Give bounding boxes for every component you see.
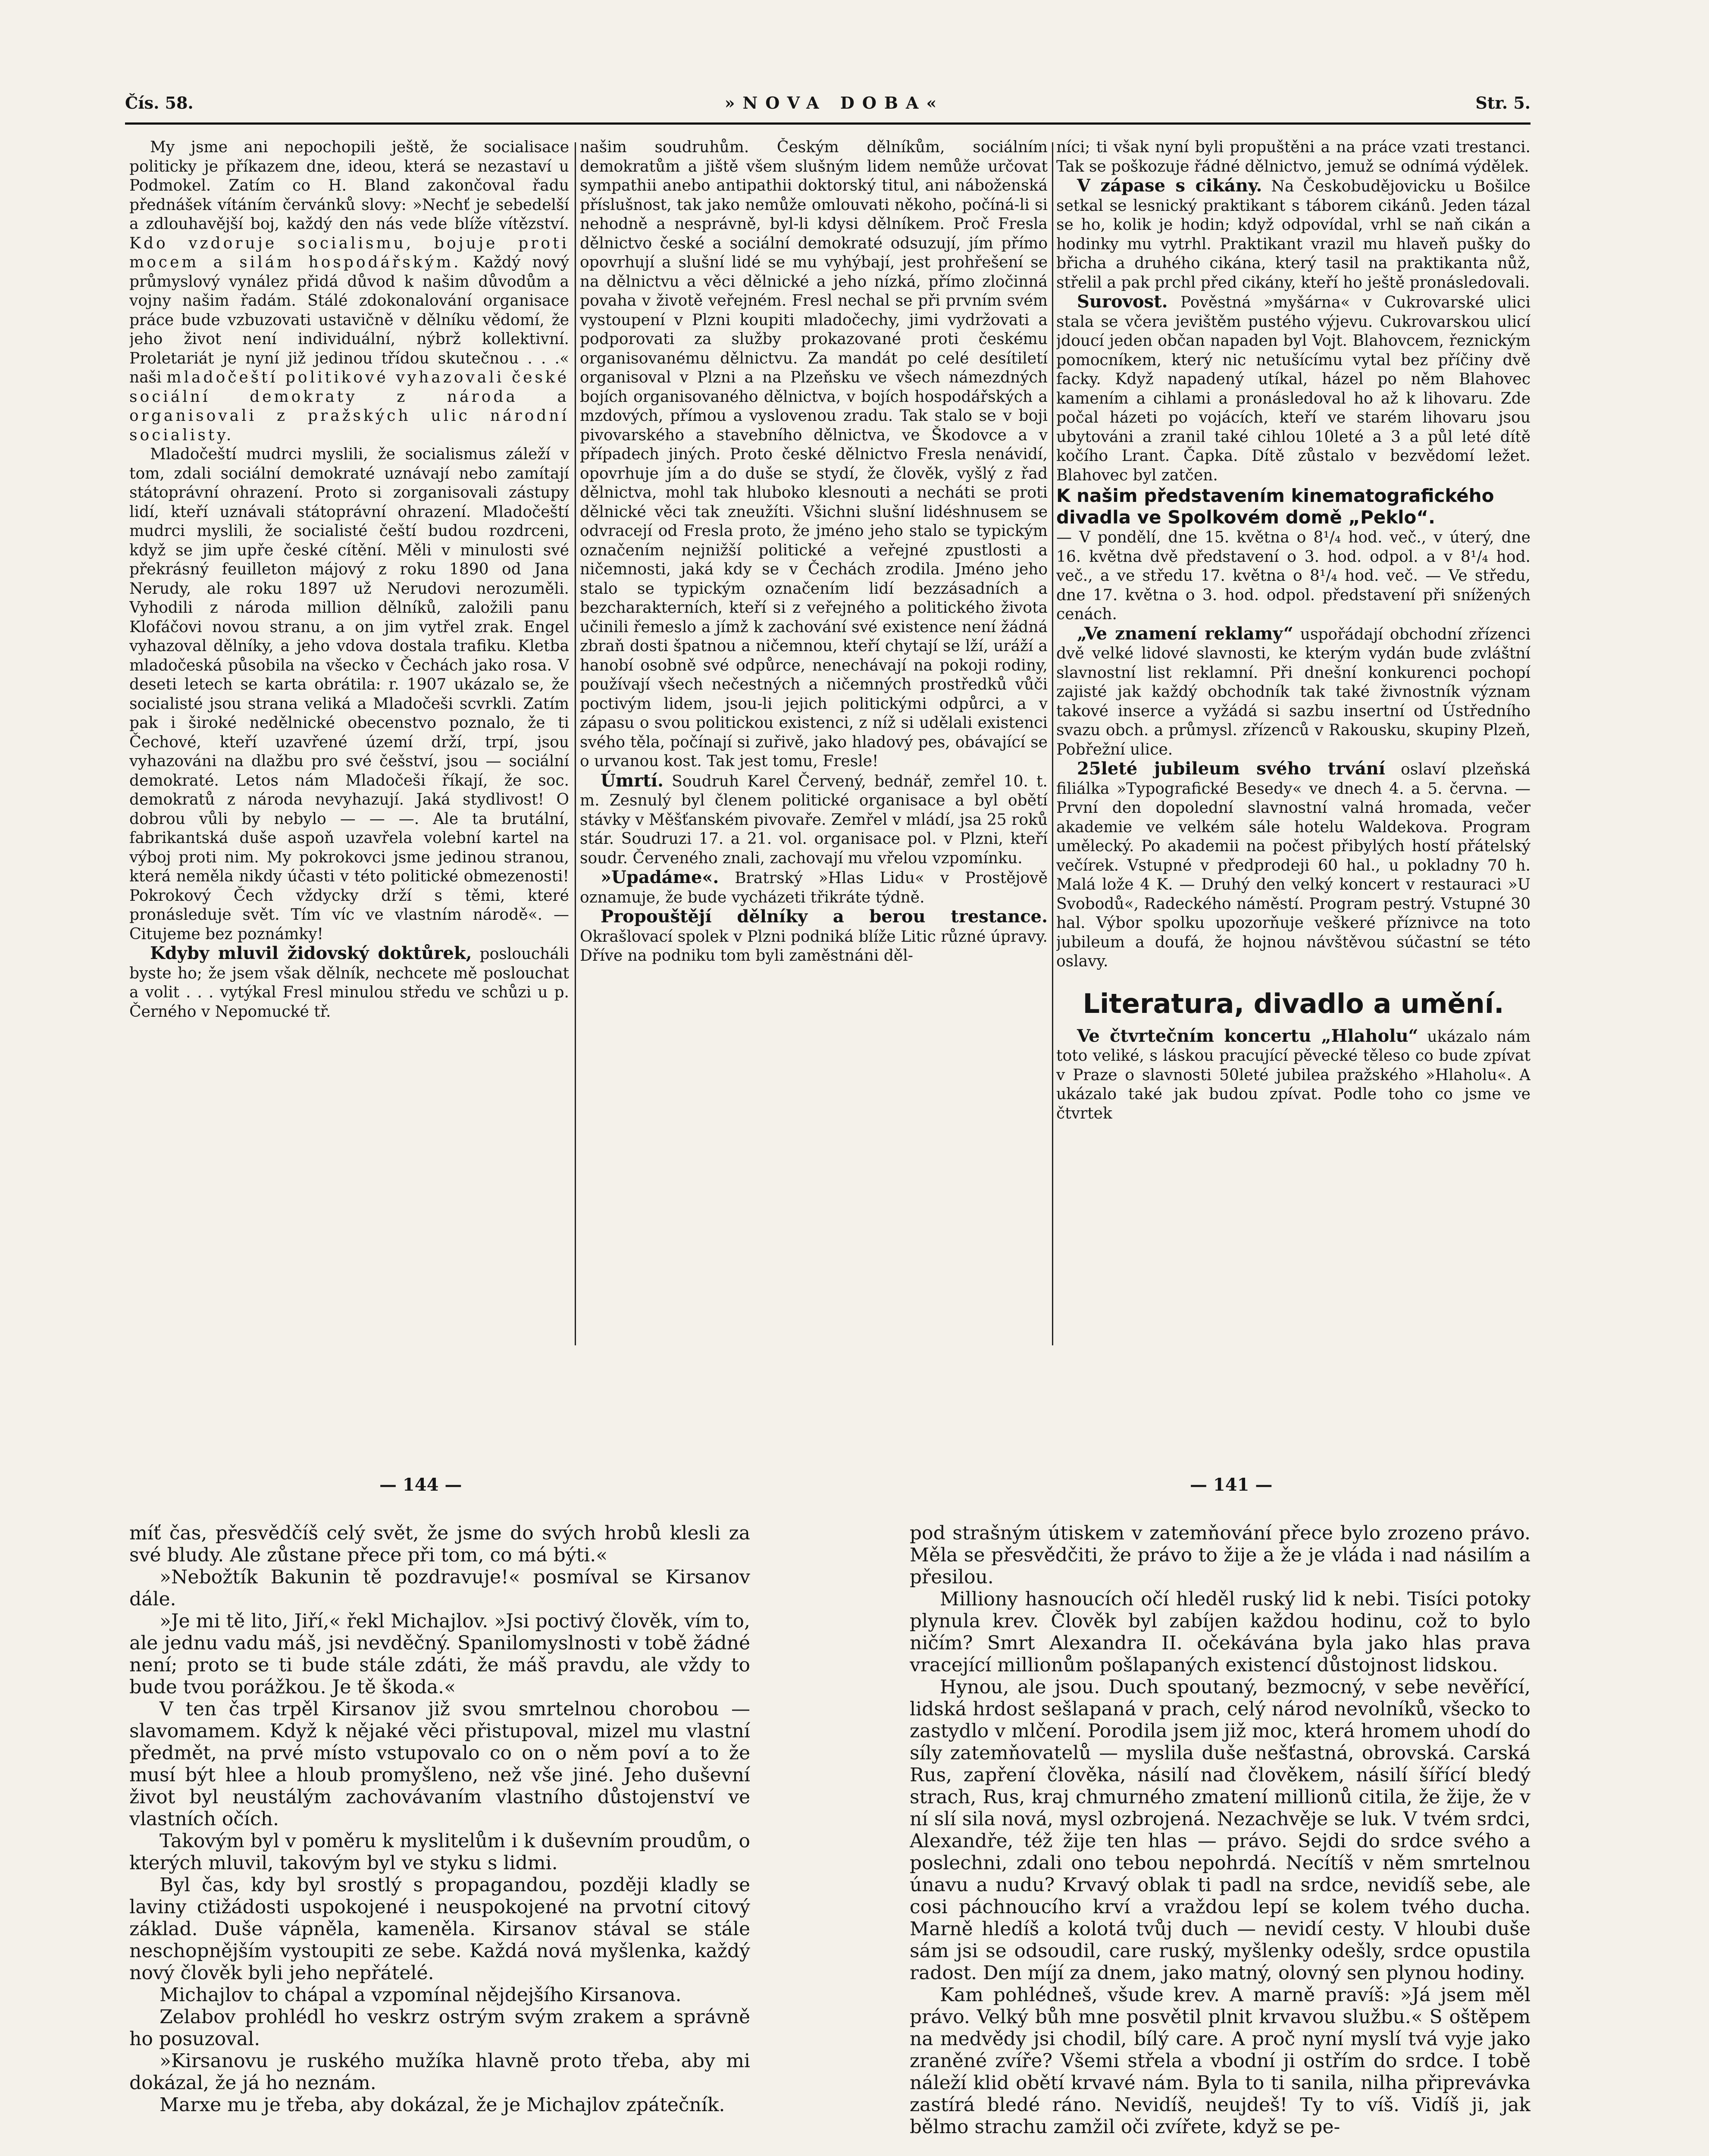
feuilleton-paragraph: Marxe mu je třeba, aby dokázal, že je Michajlov zpátečník. xyxy=(160,2094,725,2116)
article-paragraph: našim soudruhům. Českým dělníkům, sociálním demokratům a jiště všem slušným lidem nemůže určovat sympathii anebo antipathii doktorský titul, ani náboženská příslušnost, tak jako nemůže omlouvati někoho, počíná-li si nehodně a nesprávně, byl-li kdysi dělníkem. Proč Fresla dělnictvo české a sociální demokraté odsuzují, jím přímo opovrhují a slušní lidé se mu vyhýbají, jest prohřešení se na dělnictvu a věci dělnické a jeho nízká, přímo zločinná povaha v životě veřejném. Fresl nechal se při prvním svém vystoupení v Plzni koupiti mladočechy, jimi vydržovati a podporovati za služby prokazované proti českému organisovanému dělnictvu. Za mandát po celé desítiletí organisoval v Plzni a na Plzeňsku ve všech námezdných bojích organisovaného dělnictva, v bojích hospodářských a mzdových, přímou a vyslovenou zradu. Tak stalo se v boji pivovarského a stavebního dělnictva, ve Škodovce a v případech jiných. Proto české dělnictvo Fresla nenávidí, opovrhuje jím a do duše se stydí, že člověk, vyšlý z řad dělnictva, mohl tak hluboko klesnouti a necháti se proti dělnické věci tak zneužíti. Všichni slušní lidéshnusem se odvracejí od Fresla proto, že jméno jeho stalo se typickým označením nejnižší politické a veřejné zpustlosti a ničemnosti, jaká kdy se v Čechách zrodila. Jméno jeho stalo se typickým označením lidí bezzásadních a bezcharakterních, kteří si z veřejného a politického života učinili řemeslo a jímž k zachování své existence není žádná zbraň dosti špatnou a ničemnou, kteří chytají se lží, uráží a hanobí osobně své odpůrce, nenechávají na pokoji rodiny, používají všech nečestných a ničemných prostředků vůči poctivým lidem, jsou-li jejich politickými odpůrci, a v zápasu o svou politickou existenci, z níž si udělali existenci svého těla, počínají si zuřivě, jako hladový pes, obávající se o urvanou kost. Tak jest tomu, Fresle! xyxy=(580,138,1048,770)
feuilleton-page-number-left: — 144 — xyxy=(379,1475,462,1495)
article-paragraph: Propouštějí dělníky a berou trestance. Okrašlovací spolek v Plzni podniká blíže Litic různé úpravy. Dříve na podniku tom byli zaměstnáni děl- xyxy=(580,906,1048,965)
feuilleton-paragraph: Takovým byl v poměru k myslitelům i k duševním proudům, o kterých mluvil, takovým byl ve styku s lidmi. xyxy=(129,1830,750,1874)
article-heading: Surovost. xyxy=(1077,291,1168,312)
feuilleton-right xyxy=(910,1522,1531,2156)
feuilleton-paragraph: Kam pohlédneš, všude krev. A marně pravíš: »Já jsem měl právo. Velký bůh mne posvětil plnit krvavou službu.« S oštěpem na medvědy jsi chodil, bílý care. A proč nyní myslí tvá vyje jako zraněné zvíře? Všemi střela a vbodní ji ostřím do srdce. I tobě náleží klid obětí krvavé nám. Byla to ti sanila, nilha připrevávka zastírá bledé ráno. Nevidíš, neujdeš! Ty to víš. Vidíš ji, jak bělmo strachu zamžil oči zvířete, když se pe- xyxy=(910,1984,1531,2138)
article-paragraph: Ve čtvrtečním koncertu „Hlaholu“ ukázalo nám toto veliké, s láskou pracující pěvecké těleso co bude zpívat v Praze o slavnosti 50leté jubilea pražského »Hlaholu«. A ukázalo také jak budou zpívat. Podle toho co jsme ve čtvrtek xyxy=(1056,1025,1531,1122)
column-divider xyxy=(575,142,576,1345)
article-heading: „Ve znamení reklamy“ xyxy=(1077,623,1293,644)
column-3 xyxy=(1056,138,1531,1432)
article-heading: Propouštějí dělníky a berou trestance. xyxy=(601,906,1048,927)
article-paragraph: V zápase s cikány. Na Českobudějovicku u Bošilce setkal se lesnický praktikant s táborem cikánů. Jeden tázal se ho, kolik je hodin; když odpovídal, vrhl se naň cikán a hodinky mu vytrhl. Praktikant vrazil mu hlaveň pušky do břicha a druhého cikána, který tasil na praktikanta nůž, střelil a pak prchl před cikány, kteří ho ještě pronásledovali. xyxy=(1056,175,1531,291)
article-paragraph: — V pondělí, dne 15. května o 8¹/₄ hod. več., v úterý, dne 16. května dvě představení o 3. hod. odpol. a v 8¹/₄ hod. več., a ve středu 17. května o 8¹/₄ hod. več. — Ve středu, dne 17. května o 3. hod. odpol. představení při snížených cenách. xyxy=(1056,529,1531,623)
article-paragraph: „Ve znamení reklamy“ uspořádají obchodní zřízenci dvě velké lidové slavnosti, ke kterým vydán bude zvláštní slavnostní list reklamní. Při dnešní konkurenci pochopí zajisté jak každý obchodník tak také živnostník význam takové inserce a vyžádá si sazbu insertní od Ústředního svazu obch. a průmysl. zřízenců v Rakousku, skupiny Plzeň, Pobřežní ulice. xyxy=(1056,623,1531,758)
column-divider xyxy=(1052,142,1053,1345)
article-heading: »Upadáme«. xyxy=(601,867,719,887)
column-2 xyxy=(580,138,1048,1432)
article-paragraph: Mladočeští mudrci myslili, že socialismus záleží v tom, zdali sociální demokraté uznávají nebo zamítají státoprávní ohrazení. Proto si zorganisovali zástupy lidí, kteří uznávali státoprávní ohrazení. Mladočeští mudrci myslili, že socialisté čeští budou rozdrceni, když se jim upře české cítění. Měli v minulosti své překrásný feuilleton májový z roku 1890 od Jana Nerudy, ale roku 1897 už Nerudovi nerozuměli. Vyhodili z národa million dělníků, založili panu Klofáčovi novou stranu, a on jim vytřel zrak. Engel vyhazoval dělníky, a jeho vdova dostala trafiku. Kletba mladočeská působila na všecko v Čechách jako rosa. V deseti letech se karta obrátila: r. 1907 ukázalo se, že socialisté jsou strana veliká a Mladočeši scvrkli. Zatím pak i široké nedělnické obecenstvo poznalo, že ti Čechové, kteří uzavřené území drží, trpí, jsou vyhazováni na dlažbu pro své češství, jsou — sociální demokraté. Letos nám Mladočeši říkají, že soc. demokratů z národa nevyhazují. Jaká stydlivost! O dobrou vůli by nebylo — — —. Ale ta brutální, fabrikantská duše aspoň uzavřela volební kartel na výboj proti nim. My pokrokovci jsme jedinou stranou, která neměla nikdy účasti v této politické obmezenosti! Pokrokový Čech vždycky drží s těmi, které pronásleduje svět. Tím víc ve vlastním národě«. — Citujeme bez poznámky! xyxy=(129,445,569,943)
feuilleton-paragraph: »Kirsanovu je ruského mužíka hlavně proto třeba, aby mi dokázal, že já ho neznám. xyxy=(129,2050,750,2094)
column-1 xyxy=(129,138,569,1432)
spaced-emphasis: mladočeští politikové vyhazovali české sociální demokraty z národa a organisovali z pražských ulic národní socialisty. xyxy=(129,369,569,444)
article-headline: K našim představením kinematografického divadla ve Spolkovém domě „Peklo“. xyxy=(1056,485,1494,528)
feuilleton-paragraph: pod strašným útiskem v zatemňování přece bylo zrozeno právo. Měla se přesvědčiti, že právo to žije a že je vláda i nad násilím a přesilou. xyxy=(910,1522,1531,1588)
article-heading: Kdyby mluvil židovský doktůrek, xyxy=(150,943,472,963)
feuilleton-paragraph: V ten čas trpěl Kirsanov již svou smrtelnou chorobou — slavomamem. Když k nějaké věci přistupoval, mizel mu vlastní předmět, na prvé místo vstupovalo co on o něm poví a to že musí být hlee a hloub promyšleno, než vše jiné. Jeho duševní život byl neustálým zachovávaním vlastního důstojenství ve vlastních očích. xyxy=(129,1698,750,1830)
article-paragraph: Úmrtí. Soudruh Karel Červený, bednář, zemřel 10. t. m. Zesnulý byl členem politické organisace a byl obětí stávky v Měšťanském pivovaře. Zemřel v mládí, jsa 25 roků stár. Soudruzi 17. a 21. vol. organisace pol. v Plzni, kteří soudr. Červeného znali, zachovají mu vřelou vzpomínku. xyxy=(580,770,1048,867)
article-paragraph: níci; ti však nyní byli propuštěni a na práce vzati trestanci. Tak se poškozuje řádné dělnictvo, jemuž se odnímá výdělek. xyxy=(1056,138,1531,175)
page-number-header: Str. 5. xyxy=(1475,93,1531,113)
feuilleton-paragraph: Milliony hasnoucích očí hleděl ruský lid k nebi. Tisíci potoky plynula krev. Člověk byl zabíjen každou hodinu, což to bylo ničím? Smrt Alexandra II. očekávána byla jako hlas prava vracející millionům pošlapaných existencí důstojnost lidskou. xyxy=(910,1588,1531,1676)
feuilleton-paragraph: »Nebožtík Bakunin tě pozdravuje!« posmíval se Kirsanov dále. xyxy=(129,1566,750,1610)
feuilleton-paragraph: Byl čas, kdy byl srostlý s propagandou, později kladly se laviny ctižádosti uspokojené i neuspokojené na prvotní citový základ. Duše vápněla, kameněla. Kirsanov stával se stále neschopnějším vystoupiti ze sebe. Každá nová myšlenka, každý nový člověk byli jeho nepřátelé. xyxy=(129,1874,750,1984)
article-paragraph: 25leté jubileum svého trvání oslaví plzeňská filiálka »Typografické Besedy« ve dnech 4. a 5. června. — První den dopolední slavnostní valná hromada, večer akademie ve velkém sále hotelu Waldekova. Program umělecký. Po akademii na počest přibylých hostí přátelský večírek. Vstupné v předprodeji 60 hal., u pokladny 70 h. Malá lože 4 K. — Druhý den velký koncert v restauraci »U Svobodů«, Radeckého náměstí. Program pestrý. Vstupné 30 hal. Výbor spolku upozorňuje veškeré příznivce na toto jubileum a doufá, že hojnou návštěvou súčastní se této oslavy. xyxy=(1056,758,1531,970)
article-heading: Úmrtí. xyxy=(601,770,664,791)
feuilleton-paragraph: míť čas, přesvědčíš celý svět, že jsme do svých hrobů klesli za své bludy. Ale zůstane přece při tom, co má býti.« xyxy=(129,1522,750,1566)
feuilleton-page-number-right: — 141 — xyxy=(1190,1475,1273,1495)
feuilleton-paragraph: Michajlov to chápal a vzpomínal nějdejšího Kirsanova. xyxy=(160,1984,682,2006)
spaced-emphasis: Kdo vzdoruje socialismu, bojuje proti mocem a silám hospodářským. xyxy=(129,234,569,271)
article-heading: V zápase s cikány. xyxy=(1077,175,1262,196)
article-paragraph: Surovost. Pověstná »myšárna« v Cukrovarské ulici stala se včera jevištěm pustého výjevu. Cukrovarskou ulicí jdoucí jeden občan napaden byl Vojt. Blahovcem, řeznickým pomocníkem, který nic netušícímu vytal bez příčiny dvě facky. Když napadený utíkal, házel po něm Blahovec kamením a cihlami a pronásledoval ho až k lihovaru. Zde počal házeti po vojácích, kteří ve starém lihovaru jsou ubytováni a zranil také cihlou 10leté a 3 a půl leté dítě kočího Lrant. Čapka. Dítě zůstalo v bezvědomí ležet. Blahovec byl zatčen. xyxy=(1056,291,1531,484)
page-header xyxy=(125,90,1531,116)
article-paragraph: My jsme ani nepochopili ještě, že socialisace politicky je příkazem dne, ideou, která se nezastaví u Podmokel. Zatím co H. Bland zakončoval řadu přednášek vítáním červánků slovy: »Nechť je sebedelší a zdlouhavější boj, každý den nás vede blíže vítězství. Kdo vzdoruje socialismu, bojuje proti mocem a silám hospodářským. Každý nový průmyslový vynález přidá důvod k našim důvodům a vojny našim řadám. Stálé zdokonalování organisace práce bude vzbuzovati ustavičně v dělníku vědomí, že jeho život není individuální, nýbrž kollektivní. Proletariát je nyní již jedinou třídou skutečnou . . .« naši mladočeští politikové vyhazovali české sociální demokraty z národa a organisovali z pražských ulic národní socialisty. xyxy=(129,138,569,444)
feuilleton-paragraph: Zelabov prohlédl ho veskrz ostrým svým zrakem a správně ho posuzoval. xyxy=(129,2006,750,2050)
header-rule xyxy=(125,122,1531,125)
feuilleton-left xyxy=(129,1522,750,2156)
feuilleton-paragraph: »Je mi tě lito, Jiří,« řekl Michajlov. »Jsi poctivý člověk, vím to, ale jednu vadu máš, jsi nevděčný. Spanilomyslnosti v tobě žádné není; proto se ti bude stále zdáti, že máš pravdu, ale vždy to bude tvou porážkou. Je tě škoda.« xyxy=(129,1610,750,1698)
masthead-title: »NOVA DOBA« xyxy=(724,93,945,113)
issue-number: Čís. 58. xyxy=(125,93,194,113)
article-heading: Ve čtvrtečním koncertu „Hlaholu“ xyxy=(1077,1025,1418,1046)
feuilleton-paragraph: Hynou, ale jsou. Duch spoutaný, bezmocný, v sebe nevěřící, lidská hrdost sešlapaná v prach, celý národ nevolníků, všecko to zastydlo v mlčení. Porodila jsem již moc, která hromem uhodí do síly zatemňovatelů — myslila duše nešťastná, obrovská. Carská Rus, zapření člověka, násilí nad člověkem, násilí šířící bledý strach, Rus, kraj chmurného zmatení millionů citila, že žije, že v ní slí sila nová, mysl ozbrojená. Nezachvěje se luk. V tvém srdci, Alexandře, též žije ten hlas — právo. Sejdi do srdce svého a poslechni, zdali ono tebou nepohrdá. Necítíš v něm smrtelnou únavu a nudu? Krvavý oblak ti padl na srdce, nevidíš sebe, ale cosi páchnoucího krví a vraždou lepí se kolem tvého ducha. Marně hledíš a kolotá tvůj duch — nevidí cesty. V hloubi duše sám jsi se odsoudil, care ruský, myšlenky odešly, srdce opustila radost. Den míjí za dnem, jako matný, olovný sen plynou hodiny. xyxy=(910,1676,1531,1984)
article-paragraph: Kdyby mluvil židovský doktůrek, posloucháli byste ho; že jsem však dělník, nechcete mě poslouchat a volit . . . vytýkal Fresl minulou středu ve schůzi u p. Černého v Nepomucké tř. xyxy=(129,943,569,1021)
article-paragraph: »Upadáme«. Bratrský »Hlas Lidu« v Prostějově oznamuje, že bude vycházeti třikráte týdně. xyxy=(580,867,1048,906)
section-heading: Literatura, divadlo a umění. xyxy=(1083,987,1504,1019)
article-heading: 25leté jubileum svého trvání xyxy=(1077,758,1385,779)
